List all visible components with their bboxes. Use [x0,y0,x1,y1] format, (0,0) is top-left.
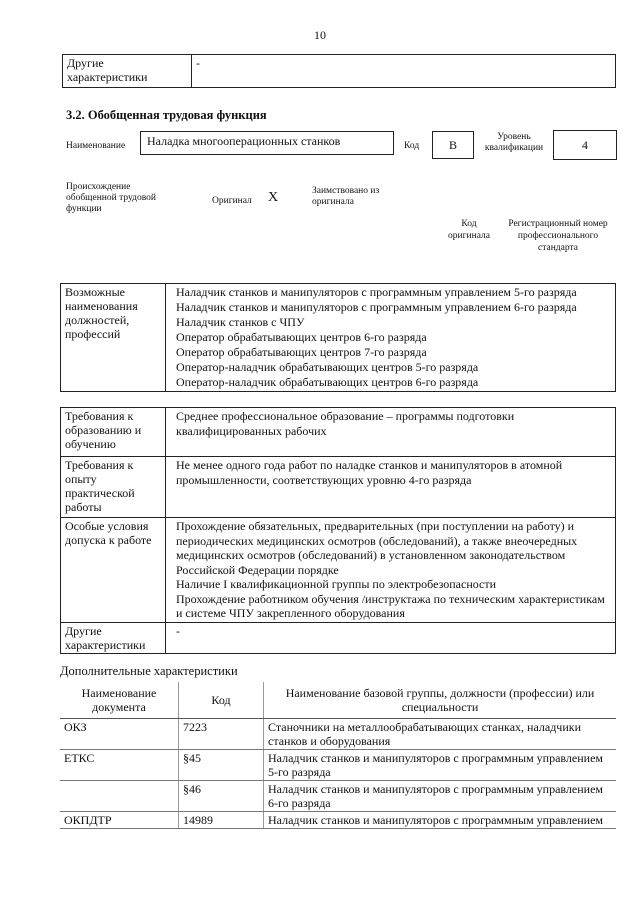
name-value: Наладка многооперационных станков [140,131,394,155]
name-cell: Наладчик станков и манипуляторов с программным управлением [264,812,617,829]
reg-number-label: Регистрационный номер профессионального стандарта [508,219,608,253]
column-header-document: Наименование документа [60,682,179,719]
requirement-text: Наличие I квалификационной группы по электробезопасности [176,577,497,591]
table-row [63,55,616,88]
positions-table [60,283,616,392]
code-cell: §45 [179,750,264,781]
special-conditions-value [166,518,616,623]
doc-cell: ОКЗ [60,719,179,750]
doc-cell: ЕТКС [60,750,179,781]
requirement-text: Среднее профессиональное образование – программы подготовки квалифицированных рабочих [176,409,515,438]
code-original-label: Код оригинала [448,219,490,241]
table-row [60,750,616,781]
name-cell: Станочники на металлообрабатывающих станках, наладчики станков и оборудования [264,719,617,750]
doc-cell: ОКПДТР [60,812,179,829]
original-label: Оригинал [212,196,252,206]
education-label: Требования к образованию и обучению [61,408,166,457]
origin-label: Происхождение обобщенной трудовой функции [66,182,156,214]
table-row [60,719,616,750]
experience-label: Требования к опыту практической работы [61,457,166,518]
requirements-table [60,407,616,654]
table-row [61,284,616,392]
borrowed-label: Заимствовано из оригинала [312,186,380,207]
level-value: 4 [553,130,617,160]
list-item: Оператор обрабатывающих центров 7-го разряда [176,345,427,359]
level-label: Уровень квалификации [484,132,544,153]
table-row [60,781,616,812]
table-row [60,812,616,829]
positions-list [166,284,616,392]
section-title: 3.2. Обобщенная трудовая функция [66,108,267,122]
experience-value [166,457,616,518]
page-number: 10 [314,28,326,42]
other-characteristics-value: - [192,55,616,88]
table-row [61,518,616,623]
name-cell: Наладчик станков и манипуляторов с программным управлением 5-го разряда [264,750,617,781]
extra-characteristics-title: Дополнительные характеристики [60,664,238,678]
code-cell: 14989 [179,812,264,829]
original-mark: X [268,190,279,205]
list-item: Наладчик станков и манипуляторов с программным управлением 6-го разряда [176,300,577,314]
list-item: Оператор-наладчик обрабатывающих центров 5-го разряда [176,360,479,374]
positions-label: Возможные наименования должностей, профессий [61,284,166,392]
code-label: Код [404,141,420,151]
list-item: Наладчик станков и манипуляторов с программным управлением 5-го разряда [176,285,577,299]
education-value [166,408,616,457]
table-row [61,622,616,653]
table-header-row [60,682,616,719]
extra-characteristics-table [60,682,616,829]
other-characteristics-label: Другие характеристики [63,55,192,88]
special-conditions-label: Особые условия допуска к работе [61,518,166,623]
column-header-code: Код [179,682,264,719]
list-item: Оператор обрабатывающих центров 6-го разряда [176,330,427,344]
other-characteristics-table-top [62,54,616,88]
table-row [61,408,616,457]
code-value: B [432,131,474,159]
requirement-text: Прохождение обязательных, предварительных (при поступлении на работу) и периодических медицинских осмотров (обследований), а также внеочередных медицинских осмотров (обследований) в установленном законодательством Российской Федерации порядке [176,519,578,577]
name-label: Наименование [66,141,126,151]
requirement-text: Не менее одного года работ по наладке станков и манипуляторов в атомной промышленности, соответствующих уровню 4-го разряда [176,458,563,487]
code-cell: 7223 [179,719,264,750]
code-cell: §46 [179,781,264,812]
other-characteristics-value [166,622,616,653]
column-header-name: Наименование базовой группы, должности (профессии) или специальности [264,682,617,719]
requirement-text: Прохождение работником обучения /инструктажа по техническим характеристикам и системе ЧПУ закрепленного оборудования [176,591,605,620]
other-characteristics-label: Другие характеристики [61,622,166,653]
list-item: Оператор-наладчик обрабатывающих центров 6-го разряда [176,375,479,389]
table-row [61,457,616,518]
list-item: Наладчик станков с ЧПУ [176,315,305,329]
name-cell: Наладчик станков и манипуляторов с программным управлением 6-го разряда [264,781,617,812]
requirement-text: - [176,623,180,638]
doc-cell [60,781,179,812]
